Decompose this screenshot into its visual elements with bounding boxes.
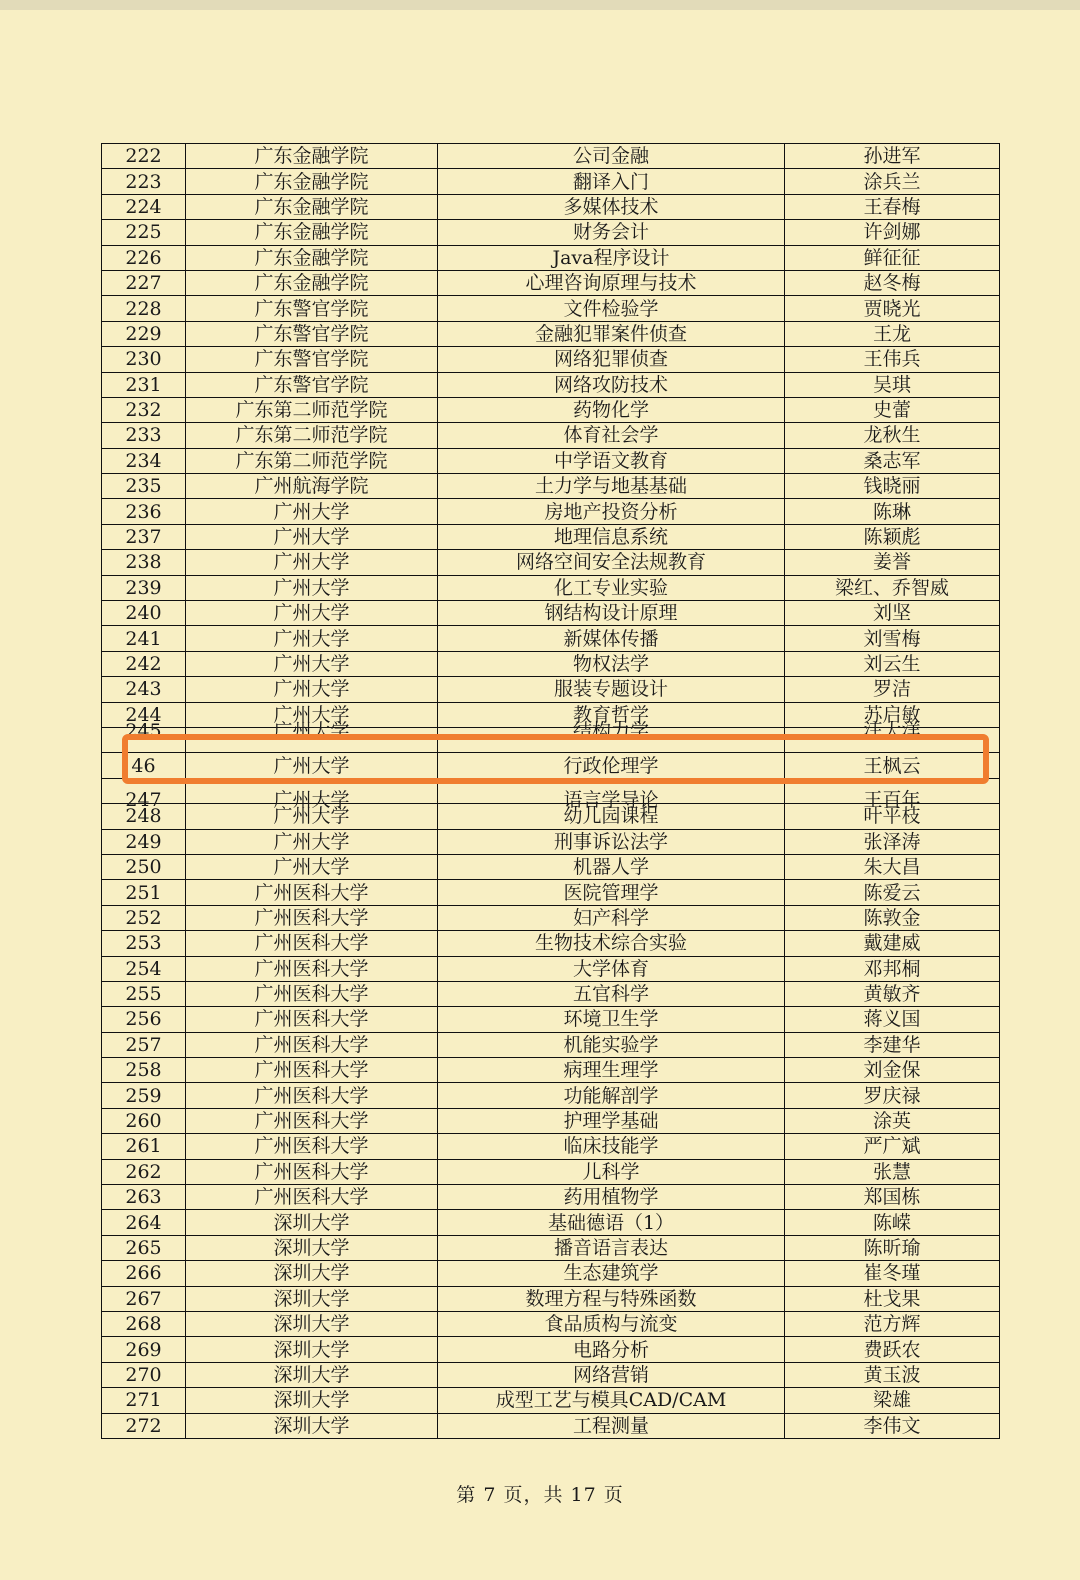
school-name: 广州医科大学 [186,981,438,1006]
teacher-name: 赵冬梅 [785,270,1000,295]
teacher-name: 涂英 [785,1108,1000,1133]
teacher-name: 桑志军 [785,448,1000,473]
school-name: 广州大学 [186,651,438,676]
school-name: 广州大学 [186,524,438,549]
row-number: 269 [102,1337,186,1362]
course-name: 中学语文教育 [438,448,785,473]
teacher-name: 陈昕瑜 [785,1235,1000,1260]
school-name: 广东警官学院 [186,372,438,397]
row-number: 228 [102,296,186,321]
school-name: 广州大学 [186,677,438,702]
teacher-name: 梁雄 [785,1388,1000,1413]
roster-partial-row-top: 245 广州大学 结构力学 汪大洋 [102,727,1000,752]
course-name: 服装专题设计 [438,677,785,702]
table-row [102,1058,1000,1083]
row-number: 238 [102,550,186,575]
teacher-name: 蒋义国 [785,1007,1000,1032]
table-row [102,347,1000,372]
course-name: 药用植物学 [438,1185,785,1210]
row-number: 243 [102,677,186,702]
row-number: 260 [102,1108,186,1133]
teacher-name: 黄玉波 [785,1362,1000,1387]
row-number: 242 [102,651,186,676]
course-name: 环境卫生学 [438,1007,785,1032]
row-number: 232 [102,397,186,422]
row-number: 236 [102,499,186,524]
teacher-name: 吴琪 [785,372,1000,397]
school-name: 广州大学 [186,854,438,879]
school-name: 深圳大学 [186,1286,438,1311]
row-number: 264 [102,1210,186,1235]
teacher-name: 梁红、乔智威 [785,575,1000,600]
row-number: 231 [102,372,186,397]
school-name: 深圳大学 [186,1261,438,1286]
school-name: 广州医科大学 [186,1185,438,1210]
course-name: 体育社会学 [438,423,785,448]
row-number: 224 [102,194,186,219]
row-number: 268 [102,1311,186,1336]
school-name: 广东警官学院 [186,321,438,346]
table-row [102,296,1000,321]
course-name: 地理信息系统 [438,524,785,549]
table-row [102,245,1000,270]
course-name: 教育哲学 [438,702,785,727]
school-name: 广东警官学院 [186,296,438,321]
course-name: 大学体育 [438,956,785,981]
course-name: 病理生理学 [438,1058,785,1083]
row-number: 263 [102,1185,186,1210]
row-number: 257 [102,1032,186,1057]
teacher-name: 刘金保 [785,1058,1000,1083]
table-row [102,1210,1000,1235]
school-name: 广州医科大学 [186,1134,438,1159]
teacher-name: 李伟文 [785,1413,1000,1438]
row-number: 259 [102,1083,186,1108]
table-row [102,626,1000,651]
teacher-name: 李建华 [785,1032,1000,1057]
table-row [102,1134,1000,1159]
teacher-name: 陈颖彪 [785,524,1000,549]
row-number: 265 [102,1235,186,1260]
table-row [102,270,1000,295]
teacher-name: 鲜征征 [785,245,1000,270]
school-name: 深圳大学 [186,1388,438,1413]
course-name: Java程序设计 [438,245,785,270]
roster-partial-row-bottom: 247 广州大学 语言学导论 王百年 [102,778,1000,803]
course-name: 化工专业实验 [438,575,785,600]
course-name: 房地产投资分析 [438,499,785,524]
table-row [102,1007,1000,1032]
course-name: 网络空间安全法规教育 [438,550,785,575]
course-name: 药物化学 [438,397,785,422]
table-row [102,321,1000,346]
teacher-name: 郑国栋 [785,1185,1000,1210]
roster-body-lower [102,804,1000,1439]
table-row [102,1159,1000,1184]
table-row [102,931,1000,956]
table-row [102,1337,1000,1362]
table-row [102,220,1000,245]
row-number: 251 [102,880,186,905]
school-name: 广东金融学院 [186,220,438,245]
row-number: 253 [102,931,186,956]
row-number: 46 [102,753,186,778]
course-name: 网络营销 [438,1362,785,1387]
teacher-name: 刘坚 [785,601,1000,626]
table-row [102,1311,1000,1336]
course-name: 金融犯罪案件侦查 [438,321,785,346]
teacher-name: 涂兵兰 [785,169,1000,194]
course-name: 幼儿园课程 [438,804,785,829]
row-number: 233 [102,423,186,448]
course-name: 生态建筑学 [438,1261,785,1286]
school-name: 广东第二师范学院 [186,448,438,473]
course-name: 财务会计 [438,220,785,245]
course-name: 刑事诉讼法学 [438,829,785,854]
row-number: 249 [102,829,186,854]
row-number: 267 [102,1286,186,1311]
teacher-name: 罗庆禄 [785,1083,1000,1108]
course-name: 生物技术综合实验 [438,931,785,956]
teacher-name: 陈琳 [785,499,1000,524]
table-row [102,1083,1000,1108]
top-edge-band [0,0,1080,10]
course-name: 五官科学 [438,981,785,1006]
row-number: 256 [102,1007,186,1032]
row-number: 252 [102,905,186,930]
course-name: 文件检验学 [438,296,785,321]
teacher-name: 叶平枝 [785,804,1000,829]
course-name: 医院管理学 [438,880,785,905]
school-name: 广州大学 [186,829,438,854]
table-row [102,651,1000,676]
course-roster-table [101,143,1000,1439]
course-name: 行政伦理学 [438,753,785,778]
table-row [102,981,1000,1006]
teacher-name: 陈嵘 [785,1210,1000,1235]
course-name: 钢结构设计原理 [438,601,785,626]
course-name: 土力学与地基基础 [438,474,785,499]
teacher-name: 陈爱云 [785,880,1000,905]
row-number: 222 [102,144,186,169]
table-row [102,1388,1000,1413]
school-name: 广州航海学院 [186,474,438,499]
school-name: 广东金融学院 [186,194,438,219]
row-number: 225 [102,220,186,245]
row-number: 255 [102,981,186,1006]
school-name: 广东金融学院 [186,169,438,194]
school-name: 广州医科大学 [186,905,438,930]
teacher-name: 史蕾 [785,397,1000,422]
teacher-name: 王枫云 [785,753,1000,778]
teacher-name: 范方辉 [785,1311,1000,1336]
course-name: 工程测量 [438,1413,785,1438]
table-row [102,1032,1000,1057]
teacher-name: 张泽涛 [785,829,1000,854]
course-name: 护理学基础 [438,1108,785,1133]
school-name: 广州医科大学 [186,931,438,956]
table-row [102,956,1000,981]
course-name: 物权法学 [438,651,785,676]
row-number: 258 [102,1058,186,1083]
table-row [102,448,1000,473]
teacher-name: 戴建威 [785,931,1000,956]
course-name: 机器人学 [438,854,785,879]
table-row [102,601,1000,626]
table-row [102,1108,1000,1133]
school-name: 广州医科大学 [186,956,438,981]
school-name: 广州医科大学 [186,1058,438,1083]
table-row [102,575,1000,600]
row-number: 272 [102,1413,186,1438]
course-name: 机能实验学 [438,1032,785,1057]
teacher-name: 张慧 [785,1159,1000,1184]
course-name: 数理方程与特殊函数 [438,1286,785,1311]
school-name: 广州医科大学 [186,1108,438,1133]
table-row [102,829,1000,854]
course-name: 功能解剖学 [438,1083,785,1108]
teacher-name: 贾晓光 [785,296,1000,321]
row-number: 240 [102,601,186,626]
course-name: 多媒体技术 [438,194,785,219]
row-number: 230 [102,347,186,372]
table-row [102,1362,1000,1387]
table-row [102,1286,1000,1311]
teacher-name: 杜戈果 [785,1286,1000,1311]
school-name: 广州大学 [186,601,438,626]
course-name: 妇产科学 [438,905,785,930]
school-name: 深圳大学 [186,1413,438,1438]
row-number: 239 [102,575,186,600]
school-name: 深圳大学 [186,1311,438,1336]
table-row [102,1235,1000,1260]
table-row [102,880,1000,905]
course-name: 网络攻防技术 [438,372,785,397]
school-name: 广东金融学院 [186,245,438,270]
row-number: 266 [102,1261,186,1286]
teacher-name: 邓邦桐 [785,956,1000,981]
table-row [102,905,1000,930]
school-name: 广州大学 [186,702,438,727]
teacher-name: 姜誉 [785,550,1000,575]
teacher-name: 王伟兵 [785,347,1000,372]
table-row [102,854,1000,879]
teacher-name: 刘雪梅 [785,626,1000,651]
teacher-name: 陈敦金 [785,905,1000,930]
school-name: 广州大学 [186,499,438,524]
course-name: 临床技能学 [438,1134,785,1159]
teacher-name: 苏启敏 [785,702,1000,727]
row-number: 270 [102,1362,186,1387]
teacher-name: 王春梅 [785,194,1000,219]
school-name: 广州大学 [186,575,438,600]
school-name: 广州医科大学 [186,1083,438,1108]
table-row [102,474,1000,499]
row-number: 248 [102,804,186,829]
school-name: 深圳大学 [186,1337,438,1362]
table-row [102,677,1000,702]
school-name: 深圳大学 [186,1362,438,1387]
course-name: 播音语言表达 [438,1235,785,1260]
table-row [102,372,1000,397]
teacher-name: 许剑娜 [785,220,1000,245]
school-name: 广州医科大学 [186,1007,438,1032]
course-name: 公司金融 [438,144,785,169]
course-name: 食品质构与流变 [438,1311,785,1336]
roster-highlighted-row [102,753,1000,778]
school-name: 广东第二师范学院 [186,423,438,448]
row-number: 227 [102,270,186,295]
table-row [102,499,1000,524]
table-row [102,753,1000,778]
row-number: 226 [102,245,186,270]
row-number: 229 [102,321,186,346]
table-row [102,423,1000,448]
school-name: 广州大学 [186,753,438,778]
course-name: 网络犯罪侦查 [438,347,785,372]
school-name: 深圳大学 [186,1210,438,1235]
row-number: 223 [102,169,186,194]
teacher-name: 严广斌 [785,1134,1000,1159]
school-name: 深圳大学 [186,1235,438,1260]
school-name: 广州医科大学 [186,880,438,905]
table-row [102,194,1000,219]
roster-body-upper [102,144,1000,728]
row-number: 250 [102,854,186,879]
teacher-name: 费跃农 [785,1337,1000,1362]
teacher-name: 钱晓丽 [785,474,1000,499]
school-name: 广东金融学院 [186,270,438,295]
course-name: 新媒体传播 [438,626,785,651]
school-name: 广州医科大学 [186,1032,438,1057]
course-name: 成型工艺与模具CAD/CAM [438,1388,785,1413]
course-name: 电路分析 [438,1337,785,1362]
teacher-name: 朱大昌 [785,854,1000,879]
course-name: 儿科学 [438,1159,785,1184]
table-row [102,397,1000,422]
course-name: 基础德语（1） [438,1210,785,1235]
school-name: 广州大学 [186,804,438,829]
school-name: 广东警官学院 [186,347,438,372]
course-name: 心理咨询原理与技术 [438,270,785,295]
row-number: 244 [102,702,186,727]
row-number: 271 [102,1388,186,1413]
teacher-name: 黄敏齐 [785,981,1000,1006]
teacher-name: 刘云生 [785,651,1000,676]
row-number: 241 [102,626,186,651]
teacher-name: 王龙 [785,321,1000,346]
school-name: 广东金融学院 [186,144,438,169]
course-name: 翻译入门 [438,169,785,194]
table-row [102,524,1000,549]
school-name: 广州医科大学 [186,1159,438,1184]
table-row [102,550,1000,575]
row-number: 235 [102,474,186,499]
row-number: 234 [102,448,186,473]
row-number: 262 [102,1159,186,1184]
school-name: 广州大学 [186,550,438,575]
table-row [102,1413,1000,1438]
table-row [102,144,1000,169]
school-name: 广东第二师范学院 [186,397,438,422]
row-number: 261 [102,1134,186,1159]
teacher-name: 罗洁 [785,677,1000,702]
page-number-footer: 第 7 页，共 17 页 [456,1484,624,1506]
row-number: 237 [102,524,186,549]
row-number: 254 [102,956,186,981]
table-row [102,169,1000,194]
teacher-name: 孙进军 [785,144,1000,169]
table-row [102,1185,1000,1210]
teacher-name: 龙秋生 [785,423,1000,448]
school-name: 广州大学 [186,626,438,651]
teacher-name: 崔冬瑾 [785,1261,1000,1286]
table-row [102,1261,1000,1286]
